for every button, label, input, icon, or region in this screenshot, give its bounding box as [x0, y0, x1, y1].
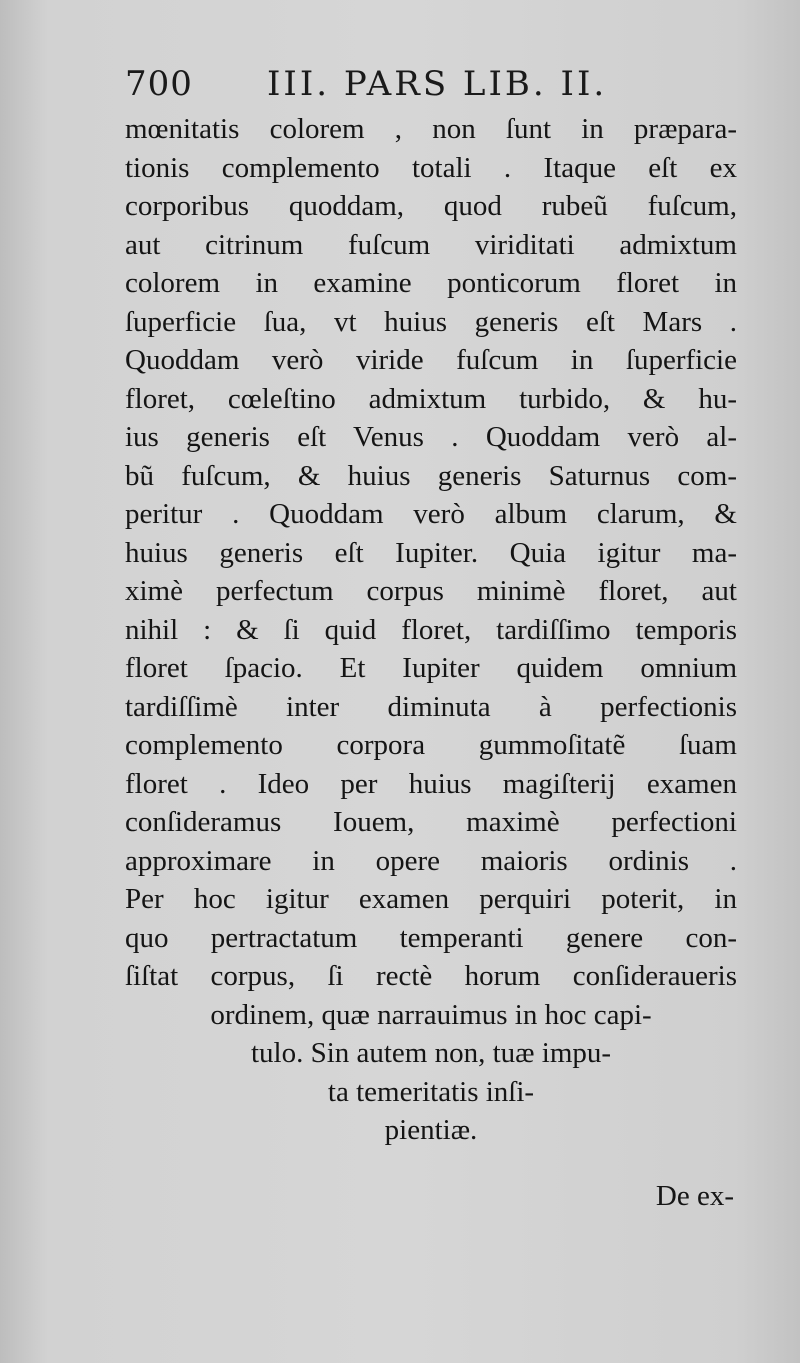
text-line: colorem in examine ponticorum floret in [125, 267, 737, 299]
text-line: Per hoc igitur examen perquiri poterit, in [125, 883, 737, 915]
text-line: conſideramus Iouem, maximè perfectioni [125, 806, 737, 838]
text-line: ximè perfectum corpus minimè floret, aut [125, 575, 737, 607]
text-line: ſuperficie ſua, vt huius generis eſt Mars . [125, 305, 737, 338]
page-header [125, 58, 735, 110]
text-line-taper: tulo. Sin autem non, tuæ impu- [250, 1037, 612, 1069]
text-line: aut citrinum fuſcum viriditati admixtum [125, 228, 737, 261]
text-line: bũ fuſcum, & huius generis Saturnus com- [125, 459, 737, 492]
text-line-taper: ta temeritatis inſi- [327, 1075, 535, 1108]
text-line: floret, cœleſtino admixtum turbido, & hu- [125, 382, 737, 415]
text-line: complemento corpora gummoſitatẽ ſuam [125, 729, 737, 761]
text-line: mœnitatis colorem , non ſunt in præpara- [125, 113, 737, 145]
text-block [125, 110, 737, 1150]
text-line: floret ſpacio. Et Iupiter quidem omnium [125, 652, 737, 684]
text-line: nihil : & ſi quid floret, tardiſſimo temporis [125, 613, 737, 646]
text-line: huius generis eſt Iupiter. Quia igitur ma- [125, 536, 737, 569]
text-line: quo pertractatum temperanti genere con- [125, 921, 737, 954]
text-line: floret . Ideo per huius magiſterij examen [125, 767, 737, 800]
text-line-taper: pientiæ. [384, 1114, 478, 1146]
text-line: Quoddam verò viride fuſcum in ſuperficie [125, 344, 737, 376]
text-line: ſiſtat corpus, ſi rectè horum conſideraueris [125, 960, 737, 992]
text-line: peritur . Quoddam verò album clarum, & [125, 498, 737, 530]
text-line-taper: ordinem, quæ narrauimus in hoc capi- [210, 998, 652, 1031]
catchword: De ex- [655, 1180, 734, 1212]
text-line: tardiſſimè inter diminuta à perfectionis [125, 690, 737, 723]
text-line: tionis complemento totali . Itaque eſt ex [125, 151, 737, 184]
page-number: 700 [125, 64, 193, 104]
text-line: ius generis eſt Venus . Quoddam verò al- [125, 421, 737, 453]
text-line: corporibus quoddam, quod rubeũ fuſcum, [125, 190, 737, 222]
text-line: approximare in opere maioris ordinis . [125, 844, 737, 877]
running-head: III. PARS LIB. II. [267, 64, 608, 104]
